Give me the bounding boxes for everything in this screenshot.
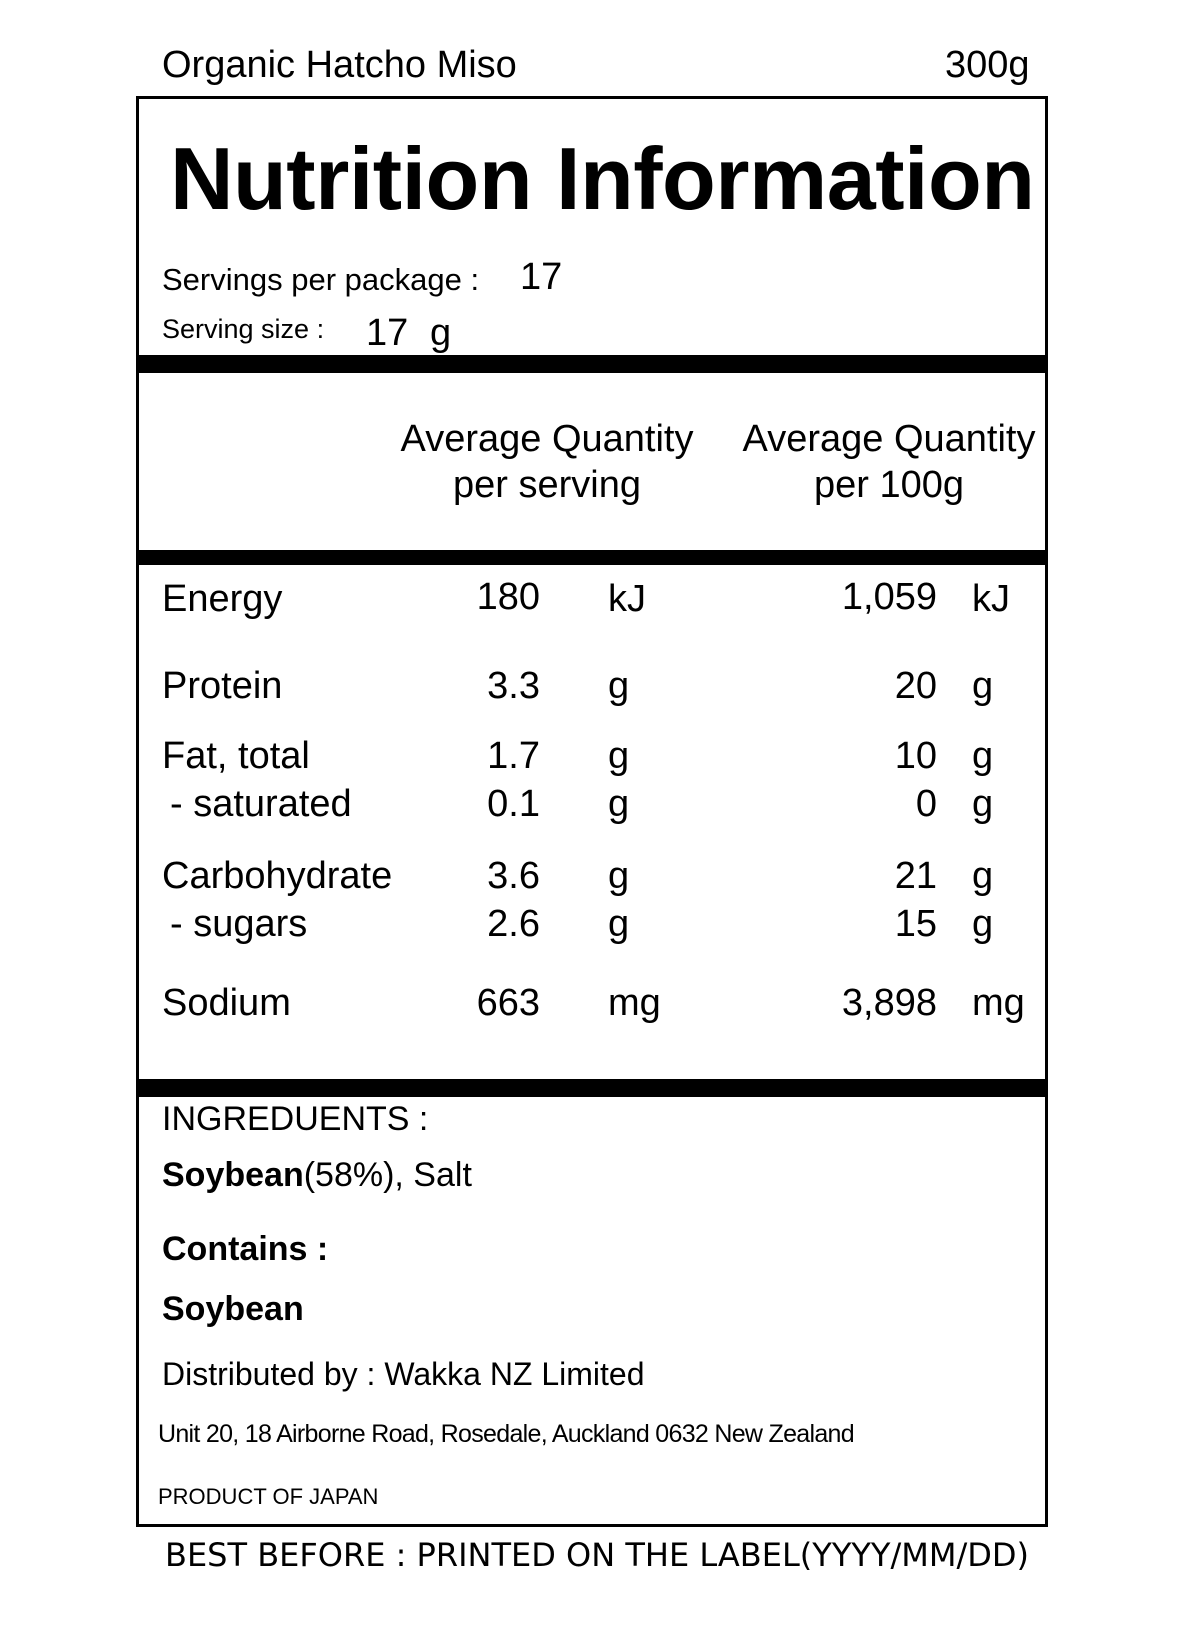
net-weight: 300g — [945, 44, 1030, 86]
product-name: Organic Hatcho Miso — [162, 44, 517, 86]
nutrient-unit: g — [608, 735, 630, 777]
column-header-per-serving — [392, 416, 702, 508]
best-before-note: BEST BEFORE : PRINTED ON THE LABEL(YYYY/MM/DD) — [165, 1536, 1029, 1574]
nutrient-per-serving: 3.6 — [487, 855, 540, 897]
column-header-line: Average Quantity — [400, 418, 694, 460]
nutrient-label: - sugars — [170, 903, 308, 945]
nutrient-per-serving: 2.6 — [487, 903, 540, 945]
nutrient-unit: kJ — [972, 578, 1010, 620]
nutrient-per-100g: 3,898 — [841, 982, 937, 1024]
distributor: Distributed by : Wakka NZ Limited — [162, 1356, 645, 1392]
column-header-line: per 100g — [813, 464, 964, 506]
divider-thick — [136, 1079, 1048, 1097]
allergen-heading: Contains : — [162, 1230, 329, 1268]
column-header-line: Average Quantity — [742, 418, 1036, 460]
nutrient-unit: g — [972, 783, 994, 825]
nutrient-label: Sodium — [162, 982, 291, 1024]
nutrient-label: Protein — [162, 665, 283, 707]
nutrient-unit: g — [972, 665, 994, 707]
nutrient-unit: g — [972, 735, 994, 777]
nutrient-per-serving: 1.7 — [487, 735, 540, 777]
nutrient-unit: g — [608, 855, 630, 897]
divider-thick — [136, 355, 1048, 373]
nutrient-unit: g — [608, 903, 630, 945]
servings-per-package-value: 17 — [520, 256, 563, 298]
ingredients-list — [162, 1156, 472, 1195]
nutrient-per-serving: 3.3 — [487, 665, 540, 707]
nutrient-label: Carbohydrate — [162, 855, 393, 897]
nutrient-per-serving: 663 — [476, 982, 540, 1024]
servings-per-package-label: Servings per package : — [162, 262, 480, 297]
nutrient-per-100g: 20 — [894, 665, 937, 707]
column-header-line: per serving — [453, 464, 641, 506]
nutrient-unit: g — [608, 665, 630, 707]
nutrient-unit: g — [972, 855, 994, 897]
distributor-address: Unit 20, 18 Airborne Road, Rosedale, Auckland 0632 New Zealand — [158, 1420, 854, 1448]
serving-size-value: 17 — [366, 312, 409, 354]
nutrient-label: - saturated — [170, 783, 352, 825]
nutrient-label: Energy — [162, 578, 283, 620]
ingredient-name: Soybean — [162, 1156, 304, 1194]
allergen-value: Soybean — [162, 1290, 304, 1328]
nutrient-unit: mg — [608, 982, 661, 1024]
nutrient-label: Fat, total — [162, 735, 310, 777]
nutrient-unit: g — [972, 903, 994, 945]
ingredient-detail: (58%), Salt — [303, 1156, 472, 1194]
ingredients-heading: INGREDUENTS : — [162, 1100, 429, 1138]
nutrient-per-100g: 1,059 — [841, 576, 937, 618]
nutrient-per-serving: 0.1 — [487, 783, 540, 825]
panel-title: Nutrition Information — [170, 129, 1035, 228]
country-of-origin: PRODUCT OF JAPAN — [158, 1484, 379, 1509]
nutrient-per-100g: 10 — [894, 735, 937, 777]
nutrient-unit: g — [608, 783, 630, 825]
column-header-per-100g — [738, 416, 1040, 508]
nutrient-unit: mg — [972, 982, 1025, 1024]
nutrient-per-serving: 180 — [476, 576, 540, 618]
serving-size-label: Serving size : — [162, 314, 325, 344]
nutrient-unit: kJ — [608, 578, 646, 620]
divider-thick — [136, 550, 1048, 565]
nutrient-per-100g: 21 — [894, 855, 937, 897]
serving-size-unit: g — [430, 312, 452, 354]
nutrient-per-100g: 0 — [915, 783, 937, 825]
nutrient-per-100g: 15 — [894, 903, 937, 945]
